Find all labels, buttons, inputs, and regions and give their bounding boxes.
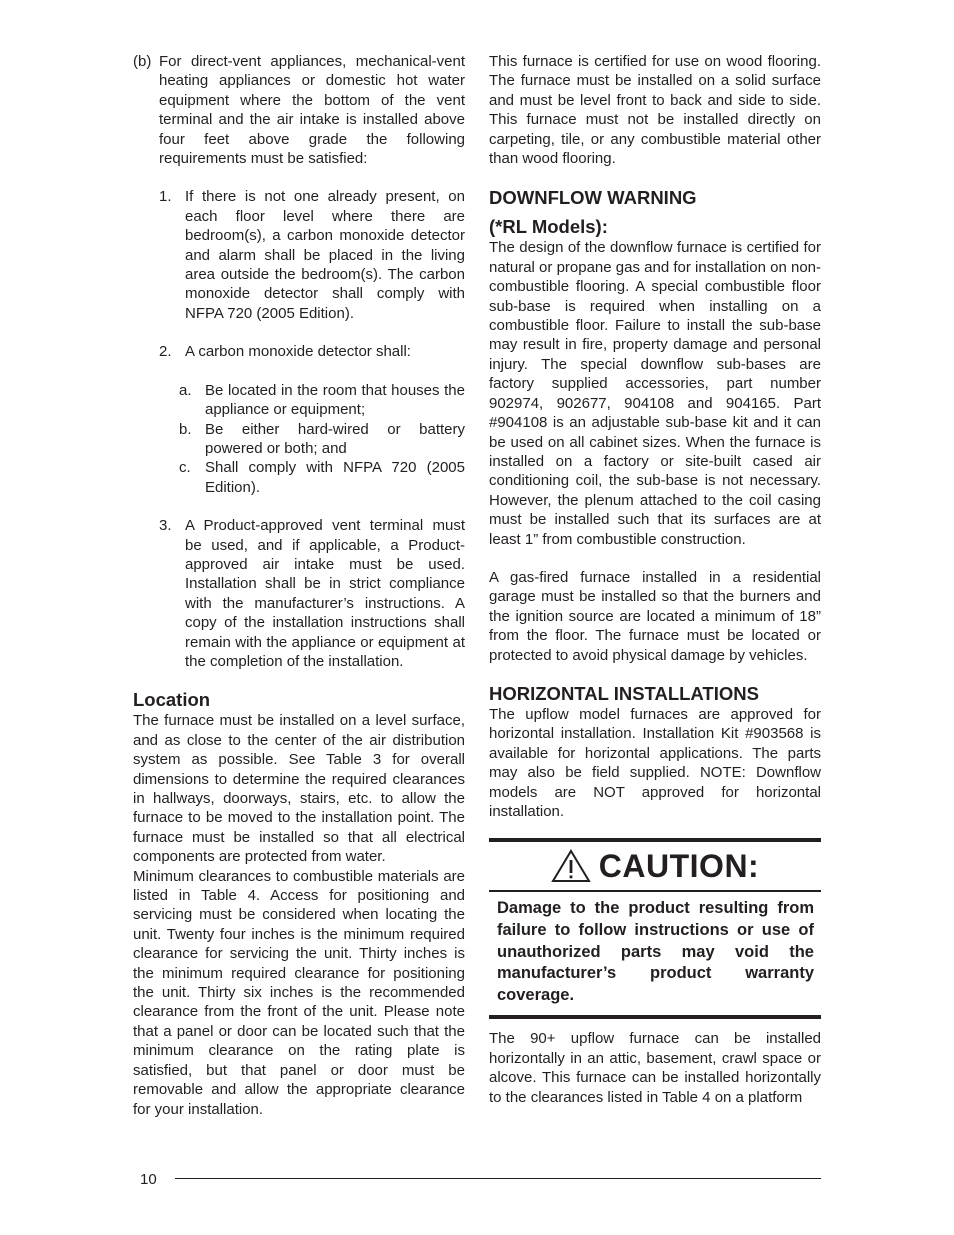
caution-header bbox=[489, 842, 821, 892]
sub-marker-a: a. bbox=[179, 381, 192, 399]
right-column bbox=[489, 52, 821, 1107]
list-item-1 bbox=[159, 187, 465, 323]
warning-triangle-icon bbox=[551, 849, 591, 883]
caution-box bbox=[489, 838, 821, 1019]
left-column bbox=[133, 52, 465, 1119]
list-marker-1: 1. bbox=[159, 188, 172, 206]
sub-item-b bbox=[179, 420, 465, 459]
horizontal-paragraph-1: The upflow model furnaces are approved for horizontal installation. Installation Kit #903568 is available for horizontal applications. The parts may also be field supplied. NOTE: Downflow models are NOT approved for horizontal installation. bbox=[489, 705, 821, 820]
list-marker-2: 2. bbox=[159, 343, 172, 361]
list-item-3 bbox=[159, 516, 465, 671]
caution-text: Damage to the product resulting from failure to follow instructions or use of unauthorized parts may void the manufacturer’s product warranty coverage. bbox=[497, 899, 814, 1004]
location-paragraph-1: The furnace must be installed on a level surface, and as close to the center of the air distribution system as possible. See Table 3 for overall dimensions to determine the required clearances in hallways, doorways, stairs, etc. to allow the furnace to be moved to the installation point. The furnace must be installed so that all electrical components are protected from water. bbox=[133, 712, 465, 866]
location-heading: Location bbox=[133, 689, 211, 711]
list-item-2-text: A carbon monoxide detector shall: bbox=[185, 343, 411, 361]
garage-paragraph: A gas-fired furnace installed in a residential garage must be installed so that the burners and the ignition source are located a minimum of 18” from the floor. The furnace must be located or protected to avoid physical damage by vehicles. bbox=[489, 568, 821, 664]
list-item-2 bbox=[159, 342, 465, 361]
list-marker-3: 3. bbox=[159, 517, 172, 535]
sub-item-c-text: Shall comply with NFPA 720 (2005 Edition). bbox=[205, 459, 465, 496]
downflow-heading-line-1: DOWNFLOW WARNING bbox=[489, 187, 697, 209]
location-paragraph-2: Minimum clearances to combustible materials are listed in Table 4. Access for positioning and servicing must be considered when locating the unit. Twenty four inches is the minimum required clearance for servicing the unit. Thirty inches is the minimum required clearance for positioning the unit. Thirty six inches is the recommended clearance from the front of the unit. Please note that a panel or door can be located such that the minimum clearance on the rating plate is satisfied, but that panel or door must be removable and allow the appropriate clearance for your installation. bbox=[133, 867, 465, 1118]
downflow-heading-line-2: (*RL Models): bbox=[489, 216, 608, 238]
horizontal-installations-heading: HORIZONTAL INSTALLATIONS bbox=[489, 682, 759, 704]
list-item-3-text: A Product-approved vent terminal must be used, and if applicable, a Product-approved air intake must be used. Installation shall be in strict compliance with the manufacturer’s instructions. A copy of the installation instructions shall remain with the appliance or equipment at the completion of the installation. bbox=[185, 517, 465, 670]
wood-flooring-paragraph: This furnace is certified for use on wood flooring. The furnace must be installed on a solid surface and must be level front to back and side to side. This furnace must not be installed directly on carpeting, tile, or any combustible material other than wood flooring. bbox=[489, 53, 821, 168]
caution-title: CAUTION: bbox=[598, 847, 760, 884]
list-marker-b: (b) bbox=[133, 53, 152, 70]
sub-item-c bbox=[179, 458, 465, 497]
list-item-b bbox=[133, 52, 465, 168]
list-item-b-text: For direct-vent appliances, mechanical-vent heating appliances or domestic hot water equipment where the bottom of the vent terminal and the air intake is installed above four feet above grade the following requirements must be satisfied: bbox=[159, 53, 465, 168]
sub-item-a-text: Be located in the room that houses the appliance or equipment; bbox=[205, 381, 465, 419]
sub-marker-c: c. bbox=[179, 459, 191, 477]
page-number: 10 bbox=[140, 1171, 157, 1188]
sub-item-b-text: Be either hard-wired or battery powered or both; and bbox=[205, 420, 465, 457]
downflow-paragraph: The design of the downflow furnace is certified for natural or propane gas and for installation on non-combustible flooring. A special combustible floor sub-base is required when installing on a combustible floor. Failure to install the sub-base may result in fire, property damage and personal injury. The special downflow sub-bases are factory supplied accessories, part number 902974, 902677, 904108 and 904165. Part #904108 is an adjustable sub-base kit and it can be used on all cabinet sizes. When the furnace is installed on a factory or site-built cased air conditioning coil, the sub-base is not necessary. However, the plenum attached to the coil casing must be installed such that its surfaces are at least 1” from combustible construction. bbox=[489, 239, 821, 548]
list-item-1-text: If there is not one already present, on each floor level where there are bedroom(s), a carbon monoxide detector and alarm shall be placed in the living area outside the bedroom(s). The carbon monoxide detector shall comply with NFPA 720 (2005 Edition). bbox=[185, 188, 465, 322]
sub-item-a bbox=[179, 381, 465, 420]
sub-marker-b: b. bbox=[179, 420, 192, 438]
footer-rule bbox=[175, 1178, 821, 1179]
horizontal-paragraph-2: The 90+ upflow furnace can be installed horizontally in an attic, basement, crawl space or alcove. This furnace can be installed horizontally to the clearances listed in Table 4 on a platform bbox=[489, 1030, 821, 1106]
